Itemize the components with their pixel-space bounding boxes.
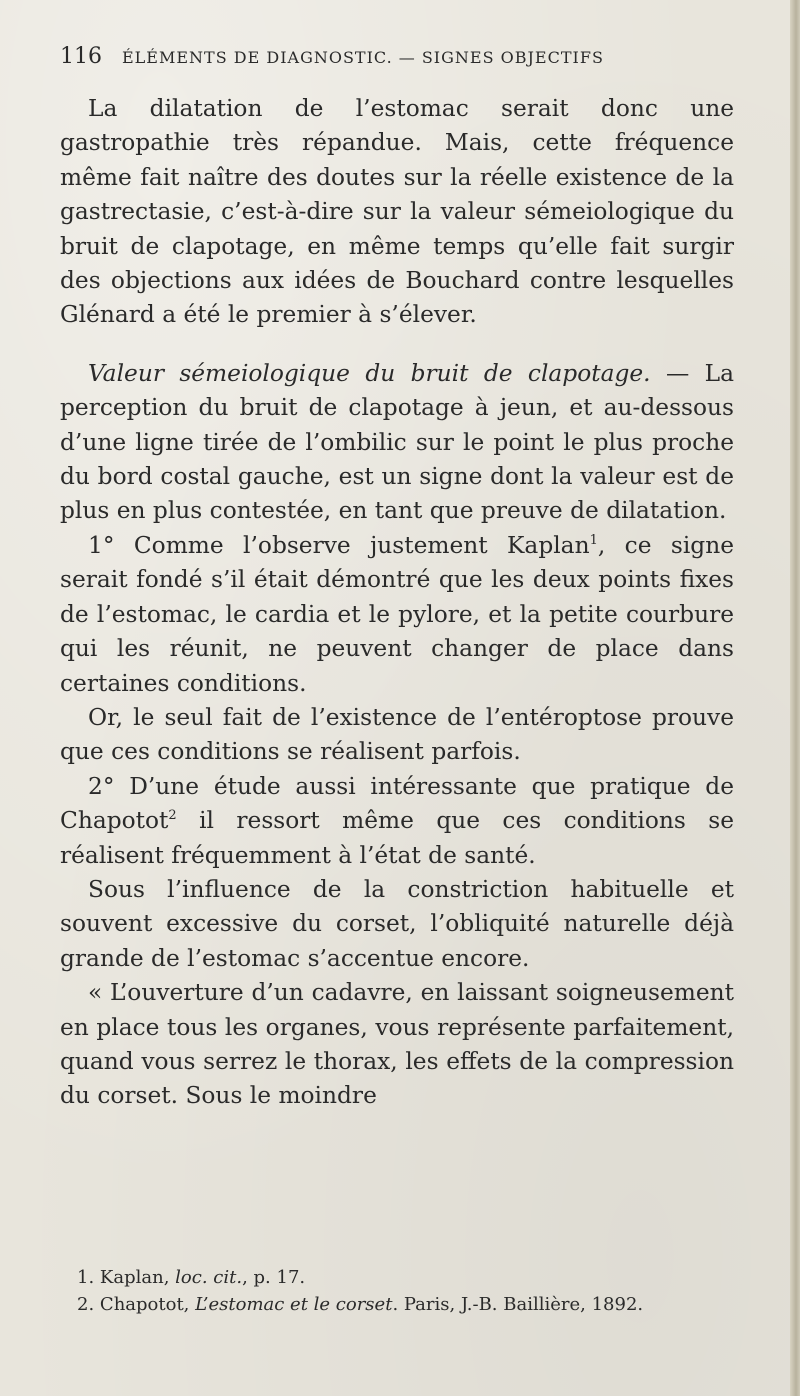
paragraph-text: 2° D’une étude aussi intéressante que pratique de Chapotot — [60, 772, 734, 835]
body-text — [60, 92, 734, 1114]
footnotes — [60, 1264, 734, 1318]
footnote-ref: 2 — [168, 808, 177, 824]
footnote — [60, 1291, 734, 1318]
footnote-italic: loc. cit. — [175, 1267, 243, 1288]
footnote-text: Chapotot, — [99, 1294, 196, 1315]
section-dash: — — [650, 359, 705, 387]
footnote-text: , p. 17. — [242, 1267, 306, 1288]
paragraph-text: , ce signe serait fondé s’il était démontré que les deux points fixes de l’estomac, le cardia et le pylore, et la petite courbure qui les réunit, ne peuvent changer de place dans certaines conditions. — [60, 531, 734, 697]
paragraph — [60, 770, 734, 873]
page-edge — [790, 0, 800, 1396]
footnote-italic: L’estomac et le corset — [195, 1294, 393, 1315]
footnote-ref: 1 — [589, 533, 598, 549]
footnote-text: Kaplan, — [99, 1267, 176, 1288]
running-head — [60, 44, 720, 69]
paragraph: Or, le seul fait de l’existence de l’entéroptose prouve que ces conditions se réalisent parfois. — [60, 703, 734, 766]
footnote-number: 2. — [77, 1294, 95, 1315]
paragraph-text: il ressort même que ces conditions se réalisent fréquemment à l’état de santé. — [60, 807, 734, 869]
section-paragraph — [60, 357, 734, 529]
running-title: ÉLÉMENTS DE DIAGNOSTIC. — SIGNES OBJECTIFS — [122, 48, 604, 67]
paragraph-text: La perception du bruit de clapotage à jeun, et au-dessous d’une ligne tirée de l’ombilic sur le point le plus proche du bord costal gauche, est un signe dont la valeur est de plus en plus contestée, en tant que preuve de dilatation. — [60, 359, 734, 525]
paragraph: La dilatation de l’estomac serait donc une gastropathie très répandue. Mais, cette fréquence même fait naître des doutes sur la réelle existence de la gastrectasie, c’est-à-dire sur la valeur sémeiologique du bruit de clapotage, en même temps qu’elle fait surgir des objections aux idées de Bouchard contre lesquelles Glénard a été le premier à s’élever. — [60, 95, 734, 329]
paragraph — [60, 529, 734, 701]
footnote-text: . Paris, J.-B. Baillière, 1892. — [392, 1294, 644, 1315]
footnote — [60, 1264, 734, 1291]
section-title: Valeur sémeiologique du bruit de clapotage. — [88, 359, 651, 387]
page-number: 116 — [60, 44, 102, 69]
paragraph: « L’ouverture d’un cadavre, en laissant soigneusement en place tous les organes, vous représente parfaitement, quand vous serrez le thorax, les effets de la compression du corset. Sous le moindre — [60, 979, 734, 1110]
paragraph: Sous l’influence de la constriction habituelle et souvent excessive du corset, l’obliquité naturelle déjà grande de l’estomac s’accentue encore. — [60, 875, 734, 972]
paragraph-text: 1° Comme l’observe justement Kaplan — [88, 531, 590, 559]
footnote-number: 1. — [77, 1267, 95, 1288]
